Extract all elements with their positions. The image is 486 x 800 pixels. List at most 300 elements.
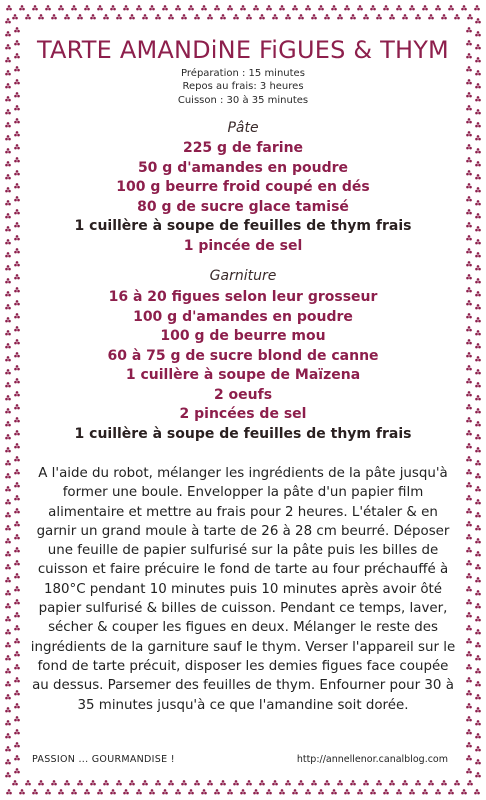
border-dot-ornament [475, 694, 481, 699]
border-dot-ornament [415, 14, 421, 19]
border-dot-ornament [475, 629, 481, 634]
border-dot-ornament [475, 707, 481, 712]
border-dot-ornament [14, 404, 20, 409]
border-dot-ornament [14, 430, 20, 435]
border-dot-ornament [298, 14, 304, 19]
border-dot-ornament [475, 70, 481, 75]
border-dot-ornament [466, 313, 472, 318]
ingredient-item: 100 g de beurre mou [160, 328, 326, 344]
border-dot-ornament [214, 789, 220, 794]
border-dot-ornament [116, 780, 122, 785]
border-dot-ornament [466, 521, 472, 526]
border-dot-ornament [337, 780, 343, 785]
border-dot-ornament [12, 780, 18, 785]
border-dot-ornament [475, 135, 481, 140]
border-dot-ornament [240, 789, 246, 794]
border-dot-ornament [194, 780, 200, 785]
border-dot-ornament [475, 31, 481, 36]
border-dot-ornament [90, 14, 96, 19]
border-dot-ornament [14, 300, 20, 305]
border-dot-ornament [5, 343, 11, 348]
border-dot-ornament [162, 5, 168, 10]
border-dot-ornament [475, 733, 481, 738]
border-dot-ornament [64, 14, 70, 19]
border-dot-ornament [5, 148, 11, 153]
border-dot-ornament [123, 5, 129, 10]
border-dot-ornament [5, 772, 11, 777]
border-dot-ornament [5, 213, 11, 218]
border-dot-ornament [475, 187, 481, 192]
pate-ingredients [20, 139, 466, 256]
border-dot-ornament [5, 460, 11, 465]
border-dot-ornament [253, 5, 259, 10]
border-dot-ornament [466, 638, 472, 643]
border-dot-ornament [466, 157, 472, 162]
border-dot-ornament [475, 603, 481, 608]
border-dot-ornament [240, 5, 246, 10]
border-dot-ornament [409, 5, 415, 10]
border-dot-ornament [441, 780, 447, 785]
border-dot-ornament [110, 5, 116, 10]
border-dot-ornament [103, 780, 109, 785]
border-dot-ornament [14, 40, 20, 45]
border-dot-ornament [90, 780, 96, 785]
border-dot-ornament [466, 664, 472, 669]
border-dot-ornament [466, 573, 472, 578]
border-dot-ornament [5, 187, 11, 192]
border-dot-ornament [475, 239, 481, 244]
border-dot-ornament [5, 291, 11, 296]
border-dot-ornament [422, 789, 428, 794]
ingredient-item: 80 g de sucre glace tamisé [137, 198, 349, 215]
border-dot-ornament [466, 248, 472, 253]
border-dot-ornament [5, 551, 11, 556]
border-dot-ornament [51, 780, 57, 785]
border-dot-ornament [475, 512, 481, 517]
border-dot-ornament [5, 70, 11, 75]
border-dot-ornament [474, 5, 480, 10]
border-dot-ornament [363, 14, 369, 19]
border-dot-ornament [6, 789, 12, 794]
border-dot-ornament [103, 14, 109, 19]
garniture-heading: Garniture [209, 268, 277, 284]
border-dot-ornament [32, 5, 38, 10]
border-dot-ornament [5, 200, 11, 205]
border-dot-ornament [415, 780, 421, 785]
border-dot-ornament [466, 599, 472, 604]
border-dot-ornament [14, 417, 20, 422]
border-dot-ornament [14, 92, 20, 97]
border-dot-ornament [466, 53, 472, 58]
border-dot-ornament [475, 499, 481, 504]
ingredient-item: 60 à 75 g de sucre blond de canne [107, 347, 379, 364]
border-dot-ornament [14, 573, 20, 578]
ingredient-item: 2 pincées de sel [179, 406, 307, 422]
border-dot-ornament [292, 5, 298, 10]
border-dot-ornament [14, 651, 20, 656]
border-dot-ornament [266, 5, 272, 10]
border-dot-ornament [357, 789, 363, 794]
border-dot-ornament [227, 5, 233, 10]
footer-tagline: PASSION ... GOURMANDISE ! [32, 754, 175, 765]
border-dot-ornament [5, 434, 11, 439]
border-dot-ornament [475, 447, 481, 452]
ingredient-item: 225 g de farine [182, 140, 304, 156]
border-dot-ornament [466, 183, 472, 188]
border-dot-ornament [454, 14, 460, 19]
border-dot-ornament [14, 248, 20, 253]
border-dot-ornament [475, 408, 481, 413]
border-dot-ornament [5, 109, 11, 114]
border-dot-ornament [14, 66, 20, 71]
border-dot-ornament [14, 183, 20, 188]
border-dot-ornament [285, 780, 291, 785]
border-dot-ornament [383, 5, 389, 10]
border-dot-ornament [97, 5, 103, 10]
border-dot-ornament [475, 109, 481, 114]
border-dot-ornament [475, 681, 481, 686]
border-dot-ornament [466, 27, 472, 32]
border-dot-ornament [331, 5, 337, 10]
border-dot-ornament [5, 226, 11, 231]
border-dot-ornament [389, 14, 395, 19]
border-dot-ornament [194, 14, 200, 19]
border-dot-ornament [246, 14, 252, 19]
border-dot-ornament [5, 161, 11, 166]
border-dot-ornament [475, 395, 481, 400]
border-dot-ornament [475, 57, 481, 62]
border-dot-ornament [14, 469, 20, 474]
border-dot-ornament [14, 365, 20, 370]
border-dot-ornament [475, 473, 481, 478]
border-dot-ornament [376, 780, 382, 785]
border-dot-ornament [396, 789, 402, 794]
border-dot-ornament [466, 92, 472, 97]
border-dot-ornament [475, 525, 481, 530]
border-dot-ornament [466, 625, 472, 630]
border-dot-ornament [292, 789, 298, 794]
timing-cooking: Cuisson : 30 à 35 minutes [177, 94, 309, 106]
border-dot-ornament [454, 780, 460, 785]
border-dot-ornament [19, 789, 25, 794]
border-dot-ornament [5, 122, 11, 127]
border-dot-ornament [188, 789, 194, 794]
recipe-timings [20, 67, 466, 107]
border-dot-ornament [475, 746, 481, 751]
border-dot-ornament [466, 196, 472, 201]
border-dot-ornament [5, 707, 11, 712]
border-dot-ornament [14, 690, 20, 695]
border-dot-ornament [475, 213, 481, 218]
border-dot-ornament [475, 460, 481, 465]
border-dot-ornament [344, 789, 350, 794]
border-dot-ornament [14, 482, 20, 487]
border-dot-ornament [475, 772, 481, 777]
border-dot-ornament [14, 170, 20, 175]
border-dot-ornament [201, 789, 207, 794]
border-dot-ornament [318, 5, 324, 10]
border-dot-ornament [5, 421, 11, 426]
border-dot-ornament [475, 252, 481, 257]
border-dot-ornament [5, 759, 11, 764]
border-dot-ornament [14, 274, 20, 279]
border-dot-ornament [32, 789, 38, 794]
border-dot-ornament [475, 18, 481, 23]
border-dot-ornament [168, 780, 174, 785]
border-dot-ornament [5, 473, 11, 478]
border-dot-ornament [370, 5, 376, 10]
border-dot-ornament [475, 44, 481, 49]
border-dot-ornament [259, 14, 265, 19]
border-dot-ornament [5, 486, 11, 491]
border-dot-ornament [25, 14, 31, 19]
border-dot-ornament [466, 755, 472, 760]
border-dot-ornament [14, 638, 20, 643]
border-dot-ornament [84, 5, 90, 10]
border-dot-ornament [5, 746, 11, 751]
border-dot-ornament [6, 5, 12, 10]
border-dot-ornament [45, 789, 51, 794]
border-dot-ornament [84, 789, 90, 794]
border-dot-ornament [5, 564, 11, 569]
border-dot-ornament [466, 235, 472, 240]
border-dot-ornament [428, 14, 434, 19]
border-dot-ornament [14, 612, 20, 617]
border-dot-ornament [475, 421, 481, 426]
border-dot-ornament [466, 495, 472, 500]
border-dot-ornament [51, 14, 57, 19]
border-dot-ornament [466, 443, 472, 448]
border-dot-ornament [5, 330, 11, 335]
border-dot-ornament [344, 5, 350, 10]
border-dot-ornament [475, 148, 481, 153]
border-dot-ornament [5, 616, 11, 621]
border-dot-ornament [475, 577, 481, 582]
border-dot-ornament [14, 547, 20, 552]
border-dot-ornament [168, 14, 174, 19]
border-dot-ornament [14, 729, 20, 734]
border-dot-ornament [5, 681, 11, 686]
border-dot-ornament [466, 287, 472, 292]
border-dot-ornament [279, 789, 285, 794]
border-dot-ornament [466, 729, 472, 734]
border-dot-ornament [14, 443, 20, 448]
border-dot-ornament [466, 417, 472, 422]
border-dot-ornament [155, 14, 161, 19]
border-dot-ornament [466, 326, 472, 331]
recipe-instructions: A l'aide du robot, mélanger les ingrédients de la pâte jusqu'à former une boule. Envelopper la pâte d'un papier film alimentaire et mettre au frais pour 2 heures. L'étaler & en garnir un grand moule à tarte de 26 à 28 cm beurré. Déposer une feuille de papier sulfurisé sur la pâte puis les billes de cuisson et faire précuire le fond de tarte au four préchauffé à 180°C pendant 10 minutes puis 10 minutes après avoir ôté papier sulfurisé & billes de cuisson. Pendant ce temps, laver, sécher & couper les figues en deux. Mélanger le reste des ingrédients de la garniture sauf le thym. Verser l'appareil sur le fond de tarte précuit, disposer les demies figues face coupée au dessus. Parsemer des feuilles de thym. Enfourner pour 30 à 35 minutes jusqu'à ce que l'amandine soit dorée. [30, 466, 456, 713]
border-dot-ornament [441, 14, 447, 19]
border-dot-ornament [64, 780, 70, 785]
border-dot-ornament [5, 265, 11, 270]
border-dot-ornament [77, 14, 83, 19]
border-dot-ornament [376, 14, 382, 19]
border-dot-ornament [142, 14, 148, 19]
border-dot-ornament [357, 5, 363, 10]
ingredient-item: 100 g beurre froid coupé en dés [116, 179, 370, 195]
pate-heading: Pâte [227, 120, 259, 136]
border-dot-ornament [14, 768, 20, 773]
border-dot-ornament [475, 382, 481, 387]
border-dot-ornament [181, 780, 187, 785]
border-dot-ornament [466, 131, 472, 136]
border-dot-ornament [475, 720, 481, 725]
border-dot-ornament [5, 733, 11, 738]
border-dot-ornament [5, 304, 11, 309]
border-dot-ornament [318, 789, 324, 794]
border-dot-ornament [435, 5, 441, 10]
border-dot-ornament [123, 789, 129, 794]
border-dot-ornament [475, 330, 481, 335]
border-dot-ornament [14, 339, 20, 344]
border-dot-ornament [337, 14, 343, 19]
border-dot-ornament [14, 261, 20, 266]
border-dot-ornament [475, 616, 481, 621]
border-dot-ornament [435, 789, 441, 794]
border-dot-ornament [5, 447, 11, 452]
border-dot-ornament [370, 789, 376, 794]
border-dot-ornament [207, 780, 213, 785]
border-dot-ornament [14, 105, 20, 110]
border-dot-ornament [475, 265, 481, 270]
border-dot-ornament [5, 694, 11, 699]
border-dot-ornament [475, 369, 481, 374]
border-dot-ornament [5, 96, 11, 101]
border-dot-ornament [45, 5, 51, 10]
border-dot-ornament [466, 716, 472, 721]
border-dot-ornament [136, 789, 142, 794]
border-dot-ornament [14, 157, 20, 162]
border-dot-ornament [466, 79, 472, 84]
border-dot-ornament [311, 780, 317, 785]
border-dot-ornament [14, 391, 20, 396]
border-dot-ornament [5, 408, 11, 413]
border-dot-ornament [466, 365, 472, 370]
border-dot-ornament [233, 14, 239, 19]
border-dot-ornament [5, 499, 11, 504]
border-dot-ornament [5, 642, 11, 647]
border-dot-ornament [475, 356, 481, 361]
timing-rest: Repos au frais: 3 heures [182, 81, 304, 93]
border-dot-ornament [467, 14, 473, 19]
border-dot-ornament [14, 287, 20, 292]
border-dot-ornament [77, 780, 83, 785]
border-dot-ornament [38, 14, 44, 19]
border-dot-ornament [14, 742, 20, 747]
border-dot-ornament [201, 5, 207, 10]
border-dot-ornament [475, 564, 481, 569]
border-dot-ornament [350, 14, 356, 19]
border-dot-ornament [324, 14, 330, 19]
border-dot-ornament [181, 14, 187, 19]
border-dot-ornament [149, 789, 155, 794]
border-dot-ornament [14, 326, 20, 331]
border-dot-ornament [58, 789, 64, 794]
border-dot-ornament [475, 200, 481, 205]
border-dot-ornament [116, 14, 122, 19]
border-dot-ornament [466, 144, 472, 149]
border-dot-ornament [14, 664, 20, 669]
border-dot-ornament [14, 352, 20, 357]
border-dot-ornament [272, 14, 278, 19]
border-dot-ornament [363, 780, 369, 785]
ingredient-item: 1 cuillère à soupe de feuilles de thym frais [74, 218, 412, 234]
border-dot-ornament [466, 469, 472, 474]
border-dot-ornament [19, 5, 25, 10]
border-dot-ornament [129, 14, 135, 19]
border-dot-ornament [14, 118, 20, 123]
border-dot-ornament [466, 118, 472, 123]
border-dot-ornament [466, 274, 472, 279]
border-dot-ornament [466, 40, 472, 45]
border-dot-ornament [14, 586, 20, 591]
border-dot-ornament [14, 495, 20, 500]
ingredient-item: 50 g d'amandes en poudre [137, 159, 349, 176]
garniture-ingredients [20, 288, 466, 444]
border-dot-ornament [5, 317, 11, 322]
border-dot-ornament [14, 209, 20, 214]
recipe-title: TARTE AMANDiNE FiGUES & THYM [37, 36, 449, 64]
border-dot-ornament [14, 716, 20, 721]
border-dot-ornament [305, 5, 311, 10]
ingredient-item: 1 cuillère à soupe de feuilles de thym frais [74, 425, 412, 442]
border-dot-ornament [5, 538, 11, 543]
footer-blog-url: http://annellenor.canalblog.com [296, 754, 448, 765]
border-dot-ornament [409, 789, 415, 794]
border-dot-ornament [466, 690, 472, 695]
border-dot-ornament [475, 538, 481, 543]
border-dot-ornament [14, 313, 20, 318]
border-dot-ornament [5, 720, 11, 725]
border-dot-ornament [475, 486, 481, 491]
border-dot-ornament [214, 5, 220, 10]
border-dot-ornament [14, 560, 20, 565]
border-dot-ornament [110, 789, 116, 794]
border-dot-ornament [5, 174, 11, 179]
border-dot-ornament [14, 27, 20, 32]
border-dot-ornament [466, 222, 472, 227]
ingredient-item: 2 oeufs [213, 386, 273, 403]
border-dot-ornament [475, 655, 481, 660]
border-dot-ornament [12, 14, 18, 19]
border-dot-ornament [466, 456, 472, 461]
border-dot-ornament [448, 789, 454, 794]
border-dot-ornament [311, 14, 317, 19]
border-dot-ornament [5, 57, 11, 62]
border-dot-ornament [305, 789, 311, 794]
border-dot-ornament [466, 612, 472, 617]
border-dot-ornament [14, 456, 20, 461]
border-dot-ornament [5, 655, 11, 660]
border-dot-ornament [466, 209, 472, 214]
border-dot-ornament [402, 780, 408, 785]
border-dot-ornament [466, 170, 472, 175]
border-dot-ornament [466, 66, 472, 71]
border-dot-ornament [475, 96, 481, 101]
border-dot-ornament [475, 434, 481, 439]
border-dot-ornament [466, 300, 472, 305]
border-dot-ornament [475, 304, 481, 309]
border-dot-ornament [5, 31, 11, 36]
ingredient-item: 1 cuillère à soupe de Maïzena [125, 367, 361, 383]
border-dot-ornament [475, 226, 481, 231]
border-dot-ornament [149, 5, 155, 10]
border-dot-ornament [38, 780, 44, 785]
border-dot-ornament [466, 378, 472, 383]
border-dot-ornament [14, 53, 20, 58]
border-dot-ornament [466, 261, 472, 266]
border-dot-ornament [14, 79, 20, 84]
